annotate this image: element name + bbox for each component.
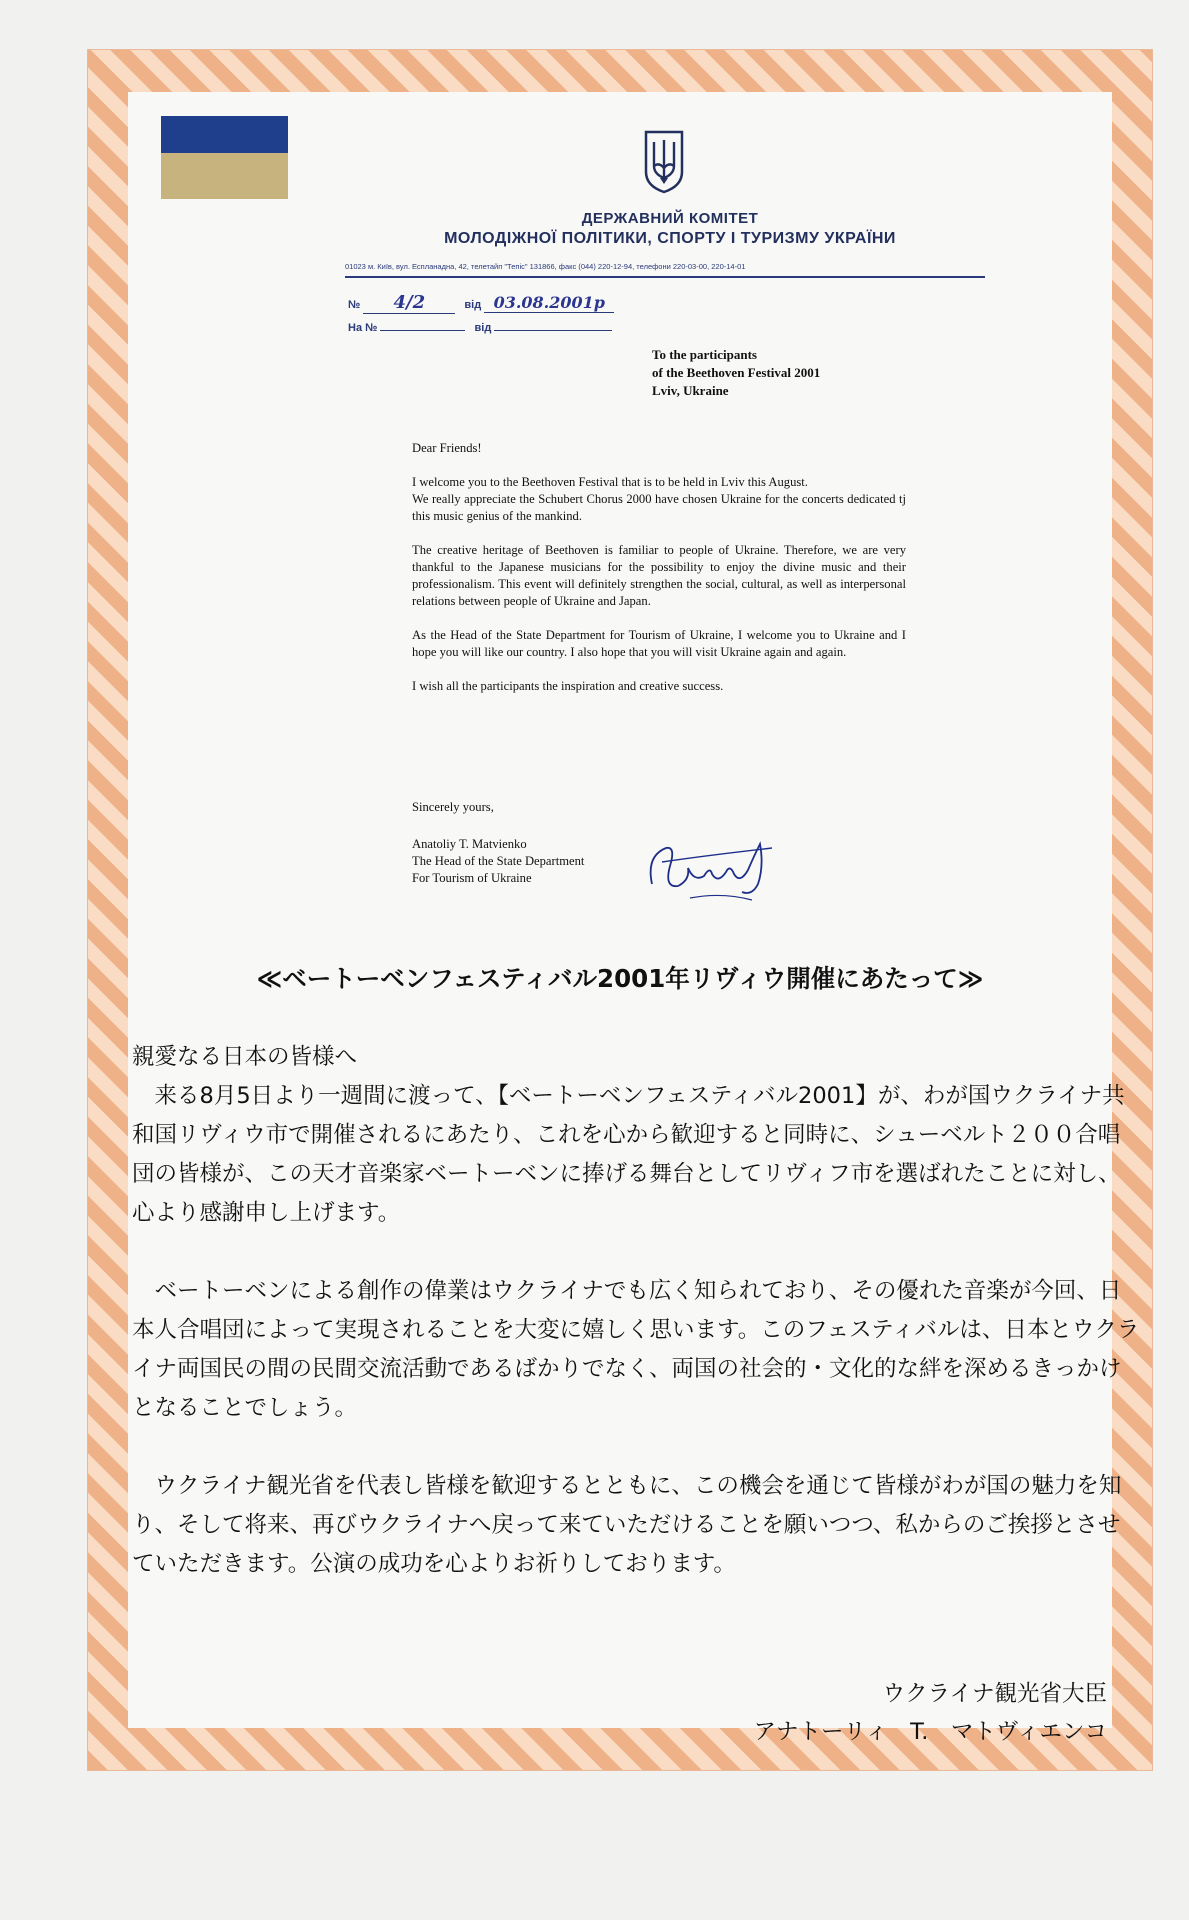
japanese-paragraph-2: ベートーベンによる創作の偉業はウクライナでも広く知られており、その優れた音楽が今回、日本人合唱団によって実現されることを大変に嬉しく思います。このフェスティバルは、日本とウクライナ両国民の間の民間交流活動であるばかりでなく、両国の社会的・文化的な絆を深めるきっかけとなることでしょう。 [132, 1278, 1140, 1421]
closing-phrase: Sincerely yours, [412, 800, 494, 814]
signatory-name: Anatoliy T. Matvienko [412, 837, 527, 851]
header-divider [345, 276, 985, 278]
reference-number-row [348, 318, 612, 334]
signatory-title-line2: For Tourism of Ukraine [412, 871, 532, 885]
japanese-paragraph-3: ウクライナ観光省を代表し皆様を歓迎するとともに、この機会を通じて皆様がわが国の魅力を知り、そして将来、再びウクライナへ戻って来ていただけることを願いつつ、私からのご挨拶とさせていただきます。公演の成功を心よりお祈りしております。 [132, 1473, 1122, 1577]
handwritten-signature [632, 826, 792, 906]
date-value: 03.08.2001р [484, 293, 614, 313]
committee-name-line2: МОЛОДІЖНОЇ ПОЛІТИКИ, СПОРТУ І ТУРИЗМУ УКРАЇНИ [444, 230, 896, 247]
recipient-block [652, 346, 952, 400]
number-value: 4/2 [363, 292, 455, 314]
japanese-title: ≪ベートーベンフェスティバル2001年リヴィウ開催にあたって≫ [256, 964, 984, 993]
japanese-signatory-title: ウクライナ観光省大臣 [882, 1681, 1107, 1707]
trident-emblem-icon [642, 128, 686, 194]
recipient-line2: of the Beethoven Festival 2001 [652, 365, 821, 380]
japanese-signatory-name: アナトーリィ T. マトヴィエンコ [753, 1719, 1107, 1745]
reference-date-blank [494, 318, 612, 331]
date-label: від [464, 299, 482, 311]
letter-paragraph-3: As the Head of the State Department for Tourism of Ukraine, I welcome you to Ukraine and I hope you will like our country. I also hope that you will visit Ukraine again and again. [412, 628, 906, 659]
letter-paragraph-1a: I welcome you to the Beethoven Festival that is to be held in Lviv this August. [412, 475, 808, 489]
committee-address: 01023 м. Київ, вул. Еспланадна, 42, телетайп "Тепіс" 131866, факс (044) 220-12-94, телефони 220-03-00, 220-14-01 [345, 262, 746, 271]
ukraine-flag-blue-stripe [161, 116, 288, 153]
signatory-title-line1: The Head of the State Department [412, 854, 585, 868]
registration-number-row [348, 292, 614, 314]
reference-date-label: від [474, 322, 492, 334]
english-letter-body [412, 440, 906, 712]
number-label: № [348, 299, 361, 311]
committee-name-line1: ДЕРЖАВНИЙ КОМІТЕТ [581, 210, 759, 227]
reference-blank [380, 318, 465, 331]
signatory-block [412, 836, 584, 887]
letter-paragraph-1b: We really appreciate the Schubert Chorus 2000 have chosen Ukraine for the concerts dedicated tj this music genius of the mankind. [412, 492, 906, 523]
letter-paragraph-2: The creative heritage of Beethoven is familiar to people of Ukraine. Therefore, we are very thankful to the Japanese musicians for the possibility to enjoy the divine music and their professionalism. This event will definitely strengthen the social, cultural, as well as interpersonal relations between people of Ukraine and Japan. [412, 543, 906, 608]
salutation: Dear Friends! [412, 441, 482, 455]
recipient-line1: To the participants [652, 347, 757, 362]
ukraine-flag-gold-stripe [161, 153, 288, 199]
reference-label: На № [348, 322, 378, 334]
japanese-letter-body [132, 1038, 1142, 1623]
japanese-greeting: 親愛なる日本の皆様へ [132, 1044, 358, 1070]
letter-paragraph-4: I wish all the participants the inspiration and creative success. [412, 679, 724, 693]
japanese-paragraph-1: 来る8月5日より一週間に渡って、【ベートーベンフェスティバル2001】が、わが国ウクライナ共和国リヴィウ市で開催されるにあたり、これを心から歓迎すると同時に、シューベルト２００合唱団の皆様が、この天才音楽家ベートーベンに捧げる舞台としてリヴィフ市を選ばれたことに対し、心より感謝申し上げます。 [132, 1083, 1125, 1226]
recipient-line3: Lviv, Ukraine [652, 383, 729, 398]
